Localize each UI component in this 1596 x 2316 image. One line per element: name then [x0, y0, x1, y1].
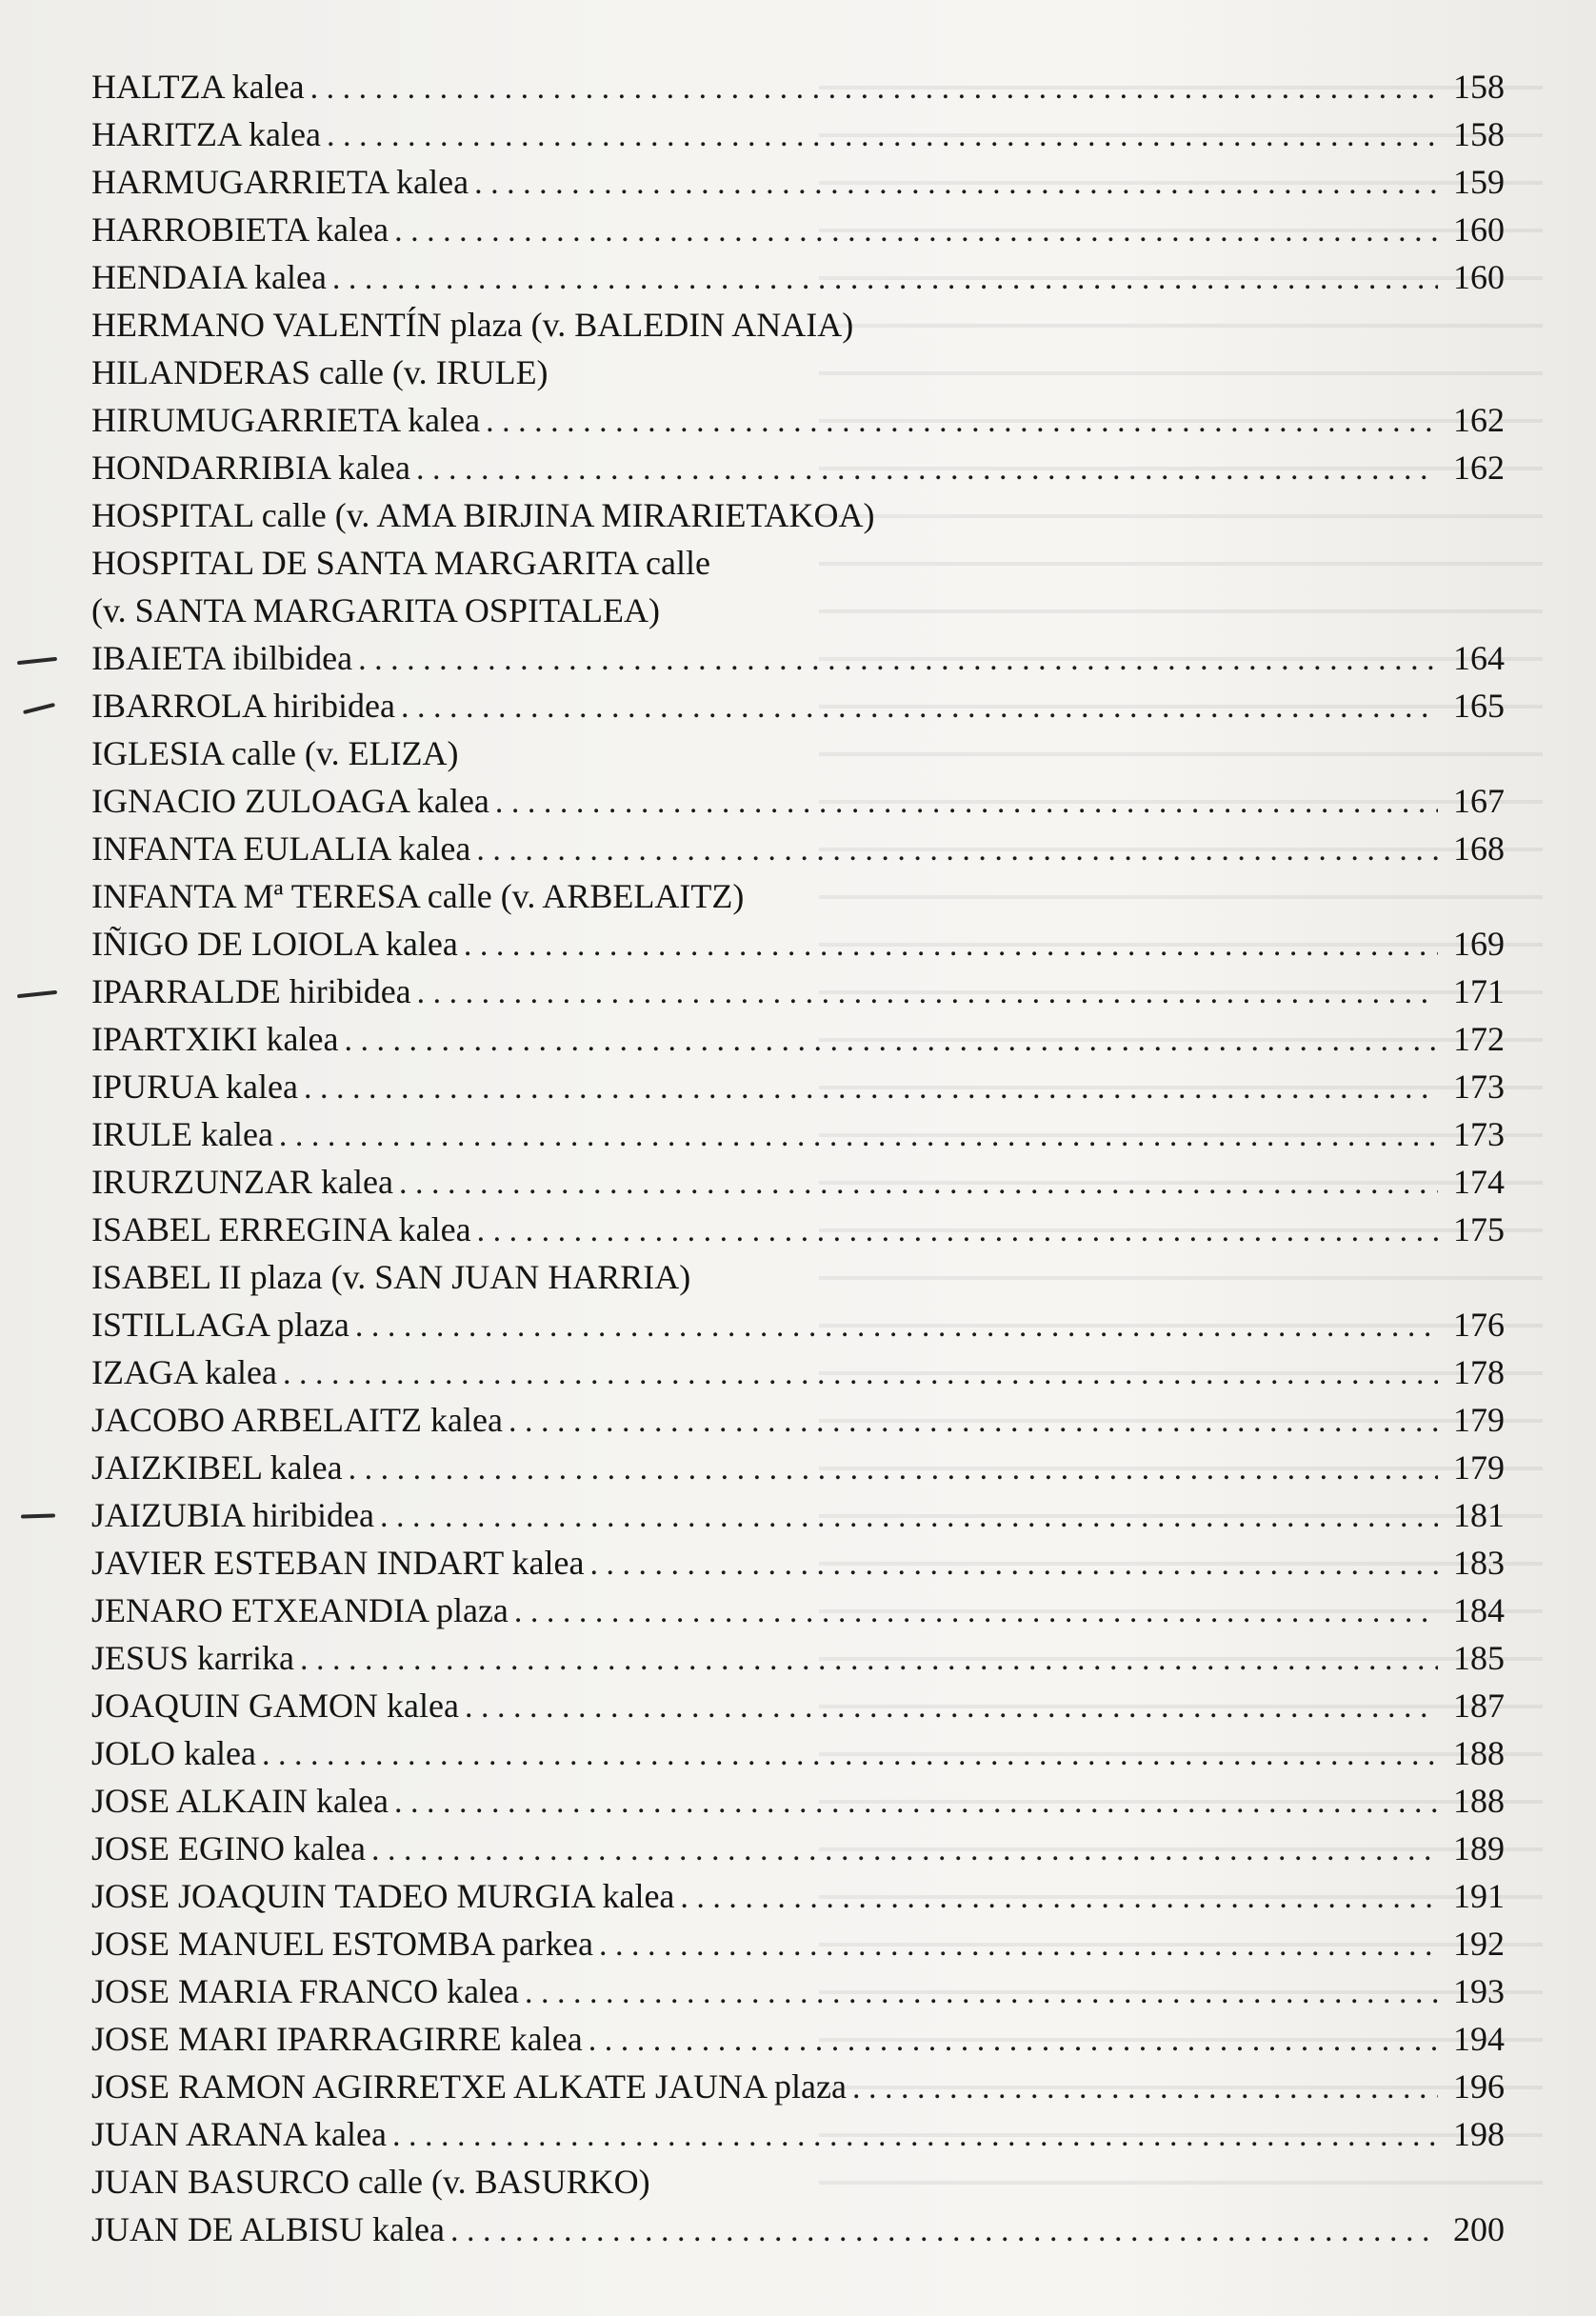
dot-leader — [279, 1112, 1438, 1160]
entry-name: IBARROLA hiribidea — [91, 687, 395, 725]
entry-page-number: 183 — [1453, 1544, 1505, 1582]
entry-page-number: 173 — [1453, 1068, 1505, 1106]
index-entry — [91, 1301, 1505, 1348]
entry-page-number: 159 — [1453, 163, 1505, 201]
index-entry — [91, 491, 1505, 539]
dot-leader — [525, 1969, 1438, 2017]
pen-mark — [17, 990, 57, 998]
index-entry — [91, 1825, 1505, 1872]
entry-name: HALTZA kalea — [91, 68, 305, 106]
entry-page-number: 162 — [1453, 401, 1505, 439]
entry-page-number: 179 — [1453, 1401, 1505, 1439]
index-entry — [91, 825, 1505, 872]
entry-name: HONDARRIBIA kalea — [91, 449, 410, 487]
dot-leader — [310, 65, 1438, 112]
entry-name: IGLESIA calle (v. ELIZA) — [91, 734, 459, 772]
entry-name: JOLO kalea — [91, 1734, 256, 1772]
index-entry — [91, 158, 1505, 206]
index-entry — [91, 1110, 1505, 1158]
pen-mark — [17, 657, 57, 665]
index-entry — [91, 1158, 1505, 1206]
dot-leader — [300, 1636, 1438, 1684]
entry-name: IÑIGO DE LOIOLA kalea — [91, 925, 458, 963]
index-entry — [91, 1015, 1505, 1063]
entry-page-number: 162 — [1453, 449, 1505, 487]
entry-page-number: 185 — [1453, 1639, 1505, 1677]
entry-name: (v. SANTA MARGARITA OSPITALEA) — [91, 591, 661, 629]
entry-page-number: 169 — [1453, 925, 1505, 963]
entry-page-number: 167 — [1453, 782, 1505, 820]
index-entry — [91, 682, 1505, 729]
entry-page-number: 188 — [1453, 1734, 1505, 1772]
index-entry — [91, 1539, 1505, 1587]
entry-name: JOSE MARIA FRANCO kalea — [91, 1972, 520, 2010]
pen-mark — [21, 1513, 55, 1518]
entry-name: HILANDERAS calle (v. IRULE) — [91, 353, 549, 391]
entry-name: JENARO ETXEANDIA plaza — [91, 1591, 509, 1629]
index-entry — [91, 301, 1505, 349]
entry-name: HENDAIA kalea — [91, 258, 327, 296]
index-entry — [91, 1348, 1505, 1396]
entry-page-number: 175 — [1453, 1210, 1505, 1248]
dot-leader — [474, 160, 1438, 208]
index-entry — [91, 872, 1505, 920]
index-entry — [91, 1872, 1505, 1920]
index-entry — [91, 1063, 1505, 1110]
entry-name: JUAN DE ALBISU kalea — [91, 2210, 445, 2248]
entry-page-number: 188 — [1453, 1782, 1505, 1820]
entry-name: HERMANO VALENTÍN plaza (v. BALEDIN ANAIA) — [91, 306, 854, 344]
index-entry — [91, 396, 1505, 444]
index-entry — [91, 1682, 1505, 1729]
index-entry — [91, 349, 1505, 396]
dot-leader — [344, 1017, 1438, 1065]
entry-page-number: 173 — [1453, 1115, 1505, 1153]
dot-leader — [394, 208, 1438, 255]
index-entry — [91, 444, 1505, 491]
entry-page-number: 172 — [1453, 1020, 1505, 1058]
index-entry — [91, 1253, 1505, 1301]
entry-name: IBAIETA ibilbidea — [91, 639, 353, 677]
entry-name: JAIZUBIA hiribidea — [91, 1496, 374, 1534]
dot-leader — [680, 1874, 1438, 1922]
dot-leader — [349, 1446, 1438, 1493]
street-index-list — [91, 63, 1505, 2253]
entry-name: IRULE kalea — [91, 1115, 273, 1153]
entry-page-number: 184 — [1453, 1591, 1505, 1629]
dot-leader — [355, 1303, 1438, 1350]
entry-name: JOAQUIN GAMON kalea — [91, 1687, 459, 1725]
dot-leader — [262, 1731, 1438, 1779]
dot-leader — [399, 1160, 1438, 1208]
index-entry — [91, 777, 1505, 825]
dot-leader — [852, 2065, 1438, 2112]
index-entry — [91, 587, 1505, 634]
entry-name: HOSPITAL DE SANTA MARGARITA calle — [91, 544, 710, 582]
entry-name: JOSE MANUEL ESTOMBA parkea — [91, 1925, 593, 1963]
entry-name: IPARTXIKI kalea — [91, 1020, 339, 1058]
entry-name: ISABEL II plaza (v. SAN JUAN HARRIA) — [91, 1258, 691, 1296]
index-entry — [91, 1634, 1505, 1682]
index-entry — [91, 1587, 1505, 1634]
entry-name: JOSE RAMON AGIRRETXE ALKATE JAUNA plaza — [91, 2067, 847, 2106]
dot-leader — [417, 969, 1438, 1017]
entry-name: IPURUA kalea — [91, 1068, 298, 1106]
entry-name: HIRUMUGARRIETA kalea — [91, 401, 481, 439]
entry-page-number: 168 — [1453, 829, 1505, 868]
entry-name: IZAGA kalea — [91, 1353, 277, 1391]
index-entry — [91, 1967, 1505, 2015]
entry-page-number: 196 — [1453, 2067, 1505, 2106]
entry-name: JAVIER ESTEBAN INDART kalea — [91, 1544, 585, 1582]
index-entry — [91, 110, 1505, 158]
index-entry — [91, 634, 1505, 682]
entry-name: JAIZKIBEL kalea — [91, 1448, 343, 1487]
entry-name: JOSE MARI IPARRAGIRRE kalea — [91, 2020, 583, 2058]
dot-leader — [486, 398, 1438, 446]
dot-leader — [416, 446, 1438, 493]
entry-page-number: 191 — [1453, 1877, 1505, 1915]
entry-page-number: 192 — [1453, 1925, 1505, 1963]
entry-page-number: 179 — [1453, 1448, 1505, 1487]
entry-name: JUAN BASURCO calle (v. BASURKO) — [91, 2163, 650, 2201]
entry-name: JOSE EGINO kalea — [91, 1829, 366, 1867]
pen-mark — [23, 703, 55, 714]
index-entry — [91, 539, 1505, 587]
entry-page-number: 193 — [1453, 1972, 1505, 2010]
index-entry — [91, 63, 1505, 110]
entry-name: JUAN ARANA kalea — [91, 2115, 387, 2153]
index-entry — [91, 1729, 1505, 1777]
dot-leader — [304, 1065, 1438, 1112]
entry-name: HARITZA kalea — [91, 115, 321, 153]
dot-leader — [477, 1208, 1438, 1255]
dot-leader — [465, 1684, 1438, 1731]
entry-name: JOSE JOAQUIN TADEO MURGIA kalea — [91, 1877, 675, 1915]
dot-leader — [401, 684, 1438, 731]
entry-name: IPARRALDE hiribidea — [91, 972, 411, 1010]
dot-leader — [332, 255, 1438, 303]
dot-leader — [394, 1779, 1438, 1827]
index-entry — [91, 2158, 1505, 2206]
entry-name: ISTILLAGA plaza — [91, 1306, 349, 1344]
entry-page-number: 176 — [1453, 1306, 1505, 1344]
dot-leader — [450, 2207, 1438, 2255]
entry-page-number: 198 — [1453, 2115, 1505, 2153]
entry-page-number: 200 — [1453, 2210, 1505, 2248]
entry-name: JOSE ALKAIN kalea — [91, 1782, 389, 1820]
index-entry — [91, 1444, 1505, 1491]
dot-leader — [358, 636, 1438, 684]
entry-page-number: 187 — [1453, 1687, 1505, 1725]
dot-leader — [327, 112, 1438, 160]
entry-page-number: 160 — [1453, 210, 1505, 249]
entry-name: IGNACIO ZULOAGA kalea — [91, 782, 489, 820]
index-entry — [91, 206, 1505, 253]
entry-page-number: 181 — [1453, 1496, 1505, 1534]
dot-leader — [495, 779, 1438, 827]
index-entry — [91, 2110, 1505, 2158]
entry-name: ISABEL ERREGINA kalea — [91, 1210, 471, 1248]
entry-page-number: 158 — [1453, 68, 1505, 106]
dot-leader — [599, 1922, 1438, 1969]
dot-leader — [589, 1541, 1438, 1588]
dot-leader — [476, 827, 1438, 874]
index-entry — [91, 1777, 1505, 1825]
index-entry — [91, 1396, 1505, 1444]
entry-name: JESUS karrika — [91, 1639, 294, 1677]
dot-leader — [509, 1398, 1438, 1446]
entry-name: HARMUGARRIETA kalea — [91, 163, 469, 201]
entry-page-number: 178 — [1453, 1353, 1505, 1391]
entry-name: HOSPITAL calle (v. AMA BIRJINA MIRARIETAKOA) — [91, 496, 875, 534]
entry-page-number: 164 — [1453, 639, 1505, 677]
dot-leader — [380, 1493, 1438, 1541]
index-entry — [91, 968, 1505, 1015]
entry-page-number: 158 — [1453, 115, 1505, 153]
dot-leader — [464, 922, 1438, 969]
index-entry — [91, 2063, 1505, 2110]
entry-name: HARROBIETA kalea — [91, 210, 389, 249]
index-entry — [91, 253, 1505, 301]
entry-page-number: 189 — [1453, 1829, 1505, 1867]
index-entry — [91, 1206, 1505, 1253]
dot-leader — [283, 1350, 1438, 1398]
dot-leader — [371, 1827, 1438, 1874]
entry-name: IRURZUNZAR kalea — [91, 1163, 393, 1201]
index-entry — [91, 920, 1505, 968]
index-entry — [91, 2015, 1505, 2063]
dot-leader — [589, 2017, 1438, 2065]
index-entry — [91, 2206, 1505, 2253]
dot-leader — [392, 2112, 1438, 2160]
entry-name: JACOBO ARBELAITZ kalea — [91, 1401, 503, 1439]
entry-name: INFANTA Mª TERESA calle (v. ARBELAITZ) — [91, 877, 745, 915]
entry-page-number: 171 — [1453, 972, 1505, 1010]
entry-page-number: 160 — [1453, 258, 1505, 296]
entry-page-number: 174 — [1453, 1163, 1505, 1201]
index-entry — [91, 1491, 1505, 1539]
entry-page-number: 165 — [1453, 687, 1505, 725]
entry-name: INFANTA EULALIA kalea — [91, 829, 471, 868]
dot-leader — [514, 1588, 1438, 1636]
index-entry — [91, 729, 1505, 777]
index-entry — [91, 1920, 1505, 1967]
entry-page-number: 194 — [1453, 2020, 1505, 2058]
